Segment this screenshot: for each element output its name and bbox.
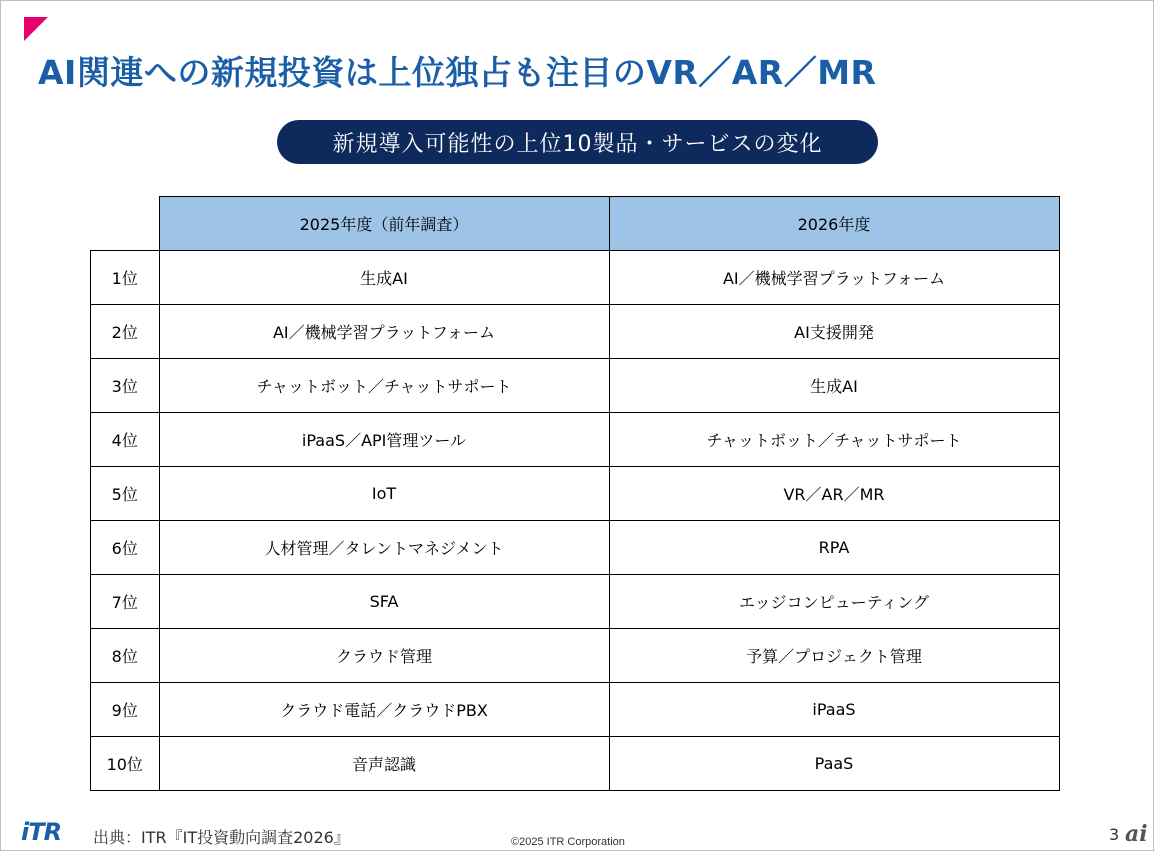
table-row [91,467,1060,521]
rank-cell: 5位 [91,467,160,521]
item-2025-cell: チャットボット／チャットサポート [159,359,609,413]
header-2025: 2025年度（前年調査） [159,197,609,251]
copyright-text: ©2025 ITR Corporation [511,836,625,848]
table-row [91,737,1060,791]
rank-cell: 4位 [91,413,160,467]
table-row [91,305,1060,359]
page-title: AI関連への新規投資は上位独占も注目のVR／AR／MR [38,53,877,92]
item-2026-cell: エッジコンピューティング [609,575,1059,629]
item-2026-cell: AI支援開発 [609,305,1059,359]
item-2025-cell: IoT [159,467,609,521]
table-row [91,359,1060,413]
table-row [91,629,1060,683]
item-2025-cell: クラウド管理 [159,629,609,683]
header-blank-cell [91,197,160,251]
table-row [91,521,1060,575]
item-2026-cell: チャットボット／チャットサポート [609,413,1059,467]
item-2026-cell: RPA [609,521,1059,575]
item-2026-cell: PaaS [609,737,1059,791]
item-2026-cell: 生成AI [609,359,1059,413]
rank-cell: 6位 [91,521,160,575]
item-2026-cell: 予算／プロジェクト管理 [609,629,1059,683]
rank-cell: 1位 [91,251,160,305]
item-2026-cell: AI／機械学習プラットフォーム [609,251,1059,305]
item-2025-cell: SFA [159,575,609,629]
rank-cell: 9位 [91,683,160,737]
corner-triangle-icon [24,17,48,41]
table-row [91,683,1060,737]
source-citation: 出典：ITR『IT投資動向調査2026』 [93,828,350,847]
rank-cell: 8位 [91,629,160,683]
table-row [91,575,1060,629]
table-header-row [91,197,1060,251]
table-row [91,413,1060,467]
page-number: 3 [1109,825,1120,844]
item-2025-cell: AI／機械学習プラットフォーム [159,305,609,359]
table-row [91,251,1060,305]
rank-cell: 2位 [91,305,160,359]
item-2025-cell: 生成AI [159,251,609,305]
itr-logo: iTR [21,818,62,846]
item-2025-cell: クラウド電話／クラウドPBX [159,683,609,737]
header-2026: 2026年度 [609,197,1059,251]
item-2026-cell: iPaaS [609,683,1059,737]
rank-cell: 3位 [91,359,160,413]
rank-cell: 10位 [91,737,160,791]
rank-cell: 7位 [91,575,160,629]
item-2025-cell: 人材管理／タレントマネジメント [159,521,609,575]
item-2025-cell: iPaaS／API管理ツール [159,413,609,467]
item-2026-cell: VR／AR／MR [609,467,1059,521]
ranking-table [90,196,1060,791]
item-2025-cell: 音声認識 [159,737,609,791]
table-subtitle: 新規導入可能性の上位10製品・サービスの変化 [277,120,878,164]
ai-watermark-logo: ai [1125,821,1148,847]
